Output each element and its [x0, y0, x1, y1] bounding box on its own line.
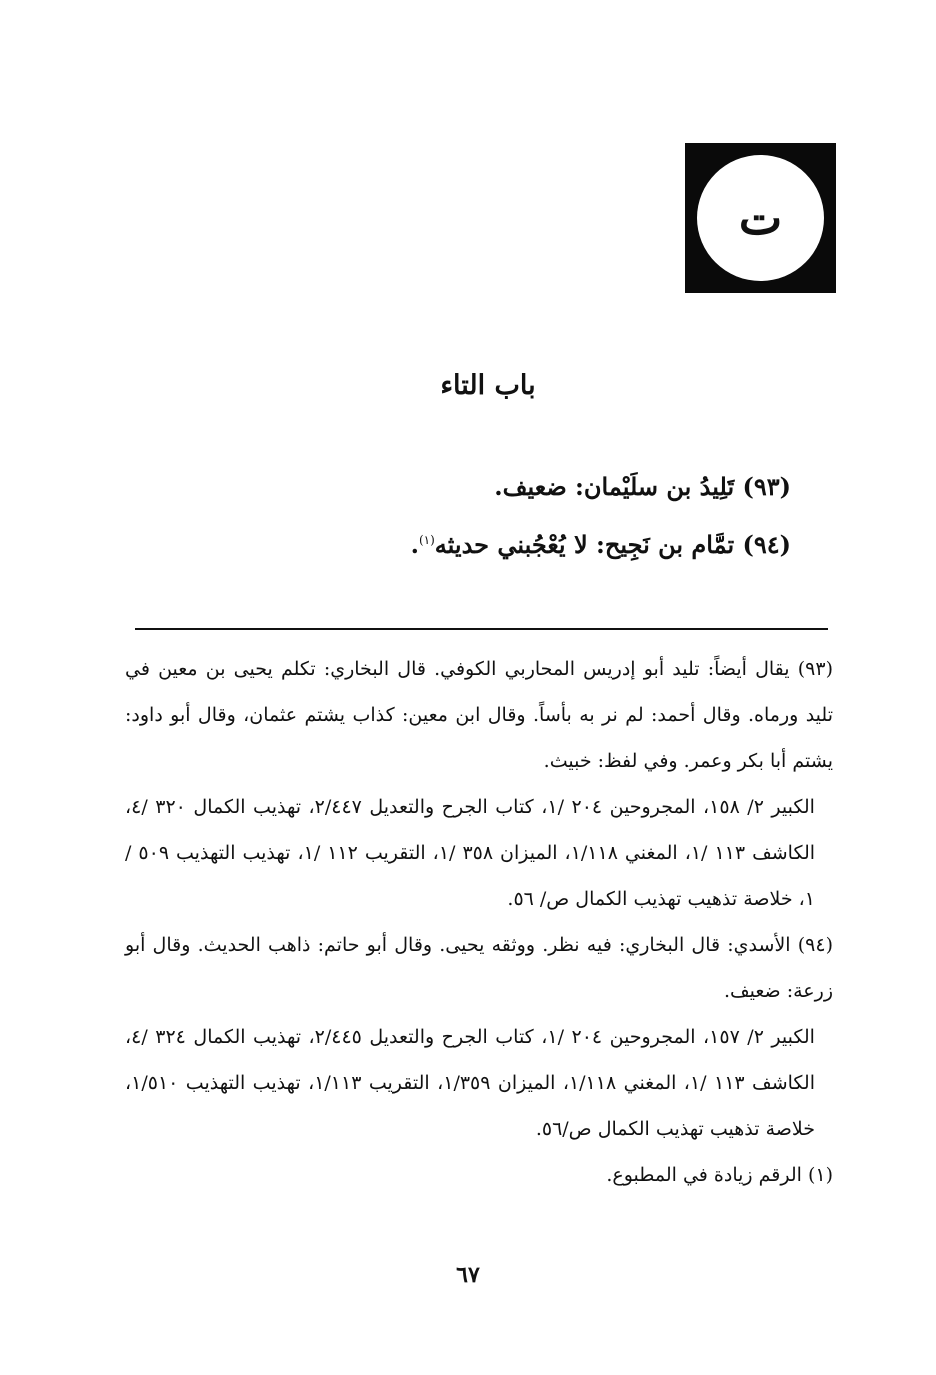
note-94-text: (٩٤) الأسدي: قال البخاري: فيه نظر. ووثقه يحيى. وقال أبو حاتم: ذاهب الحديث. وقال أبو زرعة: ضعيف.	[125, 934, 833, 1002]
footnotes-section	[125, 646, 833, 1198]
letter-circle	[697, 155, 824, 281]
chapter-title: باب التاء	[440, 370, 536, 401]
note-94-sources: الكبير ٢/ ١٥٧، المجروحين ٢٠٤ /١، كتاب الجرح والتعديل ٢/٤٤٥، تهذيب الكمال ٣٢٤ /٤، الكاشف ١١٣ /١، المغني ١/١١٨، الميزان ١/٣٥٩، التقريب ١/١١٣، تهذيب التهذيب ١/٥١٠، خلاصة تذهيب تهذيب الكمال ص/٥٦.	[125, 1026, 815, 1140]
page-number: ٦٧	[456, 1262, 480, 1288]
entry-94-text: (٩٤) تمَّام بن نَجِيح: لا يُعْجُبني حديثه	[434, 530, 791, 559]
note-93-text: (٩٣) يقال أيضاً: تليد أبو إدريس المحاربي الكوفي. قال البخاري: تكلم يحيى بن معين في تليد ورماه. وقال أحمد: لم نر به بأساً. وقال ابن معين: كذاب يشتم عثمان، وقال أبو داود: يشتم أبا بكر وعمر. وفي لفظ: خبيث.	[125, 658, 833, 772]
chapter-letter: ت	[738, 191, 783, 245]
entry-94-end: .	[410, 530, 419, 559]
entry-94	[411, 530, 791, 559]
footnote-ref: (١)	[418, 533, 435, 547]
footnote-divider	[135, 628, 828, 630]
letter-badge	[685, 143, 836, 293]
note-93-sources: الكبير ٢/ ١٥٨، المجروحين ٢٠٤ /١، كتاب الجرح والتعديل ٢/٤٤٧، تهذيب الكمال ٣٢٠ /٤، الكاشف ١١٣ /١، المغني ١/١١٨، الميزان ٣٥٨ /١، التقريب ١١٢ /١، تهذيب التهذيب ٥٠٩ /١، خلاصة تذهيب تهذيب الكمال ص/ ٥٦.	[125, 796, 816, 910]
footnote-1: (١) الرقم زيادة في المطبوع.	[606, 1164, 833, 1186]
entry-93: (٩٣) تَلِيدُ بن سلَيْمان: ضعيف.	[494, 472, 791, 501]
